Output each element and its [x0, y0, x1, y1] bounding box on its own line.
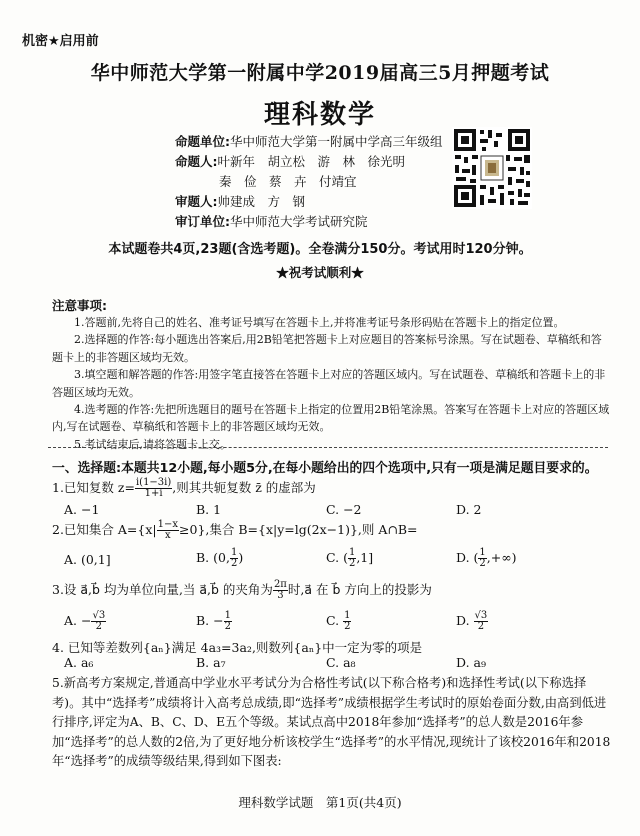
subject-title: 理科数学 [263, 100, 376, 130]
q2-d-num: 1 [479, 547, 486, 558]
q2-d-start: D. ( [456, 550, 479, 565]
q3-frac-den: 3 [277, 590, 284, 601]
q4-option-d: D. a₉ [456, 655, 486, 670]
q2-c-start: C. ( [326, 550, 348, 565]
q3-a-start: A. − [64, 613, 92, 628]
q2-fraction [157, 520, 179, 541]
q1-stem-end: ,则其共轭复数 z̄ 的虚部为 [172, 480, 316, 495]
divider [48, 447, 608, 448]
q1-stem-start: 1.已知复数 z= [52, 480, 135, 495]
q3-a-den: 2 [95, 621, 102, 632]
q1-fraction [135, 478, 172, 499]
q1-option-d: D. 2 [456, 502, 482, 517]
auditor-value: 华中师范大学考试研究院 [230, 214, 368, 229]
reviewers-label: 审题人: [175, 194, 218, 209]
q1-option-b: B. 1 [196, 502, 222, 517]
q2-option-a: A. (0,1] [64, 552, 111, 567]
q3-c-den: 2 [344, 621, 351, 632]
unit-label: 命题单位: [175, 134, 230, 149]
notice-item: 1.答题前,先将自己的姓名、准考证号填写在答题卡上,并将准考证号条形码贴在答题卡上的指定位置。 [74, 316, 565, 329]
section-heading: 一、选择题:本题共12小题,每小题5分,在每小题给出的四个选项中,只有一项是满足题目要求的。 [52, 461, 598, 476]
page-footer: 理科数学试题 第1页(共4页) [238, 795, 402, 810]
notice-list [52, 314, 610, 453]
q2-frac-den: x [165, 530, 171, 541]
q2-d-end: ,+∞) [486, 550, 517, 565]
exam-info [175, 132, 443, 232]
q3-option-d [456, 611, 488, 632]
q3-stem-end: 时,a⃗ 在 b⃗ 方向上的投影为 [287, 582, 432, 597]
unit-value: 华中师范大学第一附属中学高三年级组 [230, 134, 443, 149]
question-3 [52, 580, 432, 601]
q3-c-num: 1 [344, 610, 351, 621]
confidential-label: 机密★启用前 [22, 34, 99, 49]
question-1 [52, 478, 316, 499]
question-4: 4. 已知等差数列{aₙ}满足 4a₃=3a₂,则数列{aₙ}中一定为零的项是 [52, 640, 423, 655]
q2-c-den: 2 [348, 558, 356, 569]
auditor-label: 审订单位: [175, 214, 230, 229]
qr-code-icon [452, 127, 532, 209]
q3-d-den: 2 [477, 621, 485, 632]
q3-c-fraction [343, 611, 351, 632]
q3-option-a [64, 611, 106, 632]
q4-option-a: A. a₆ [64, 655, 94, 670]
authors-line2: 秦 俭 蔡 卉 付靖宜 [219, 174, 357, 189]
question-2 [52, 520, 418, 541]
q2-set-a-start: {x| [137, 522, 157, 537]
q1-option-a: A. −1 [64, 502, 100, 517]
q3-b-start: B. − [196, 613, 224, 628]
notice-item: 5.考试结束后,请将答题卡上交。 [74, 437, 231, 451]
q2-set-a-end: ≥0} [179, 522, 206, 537]
q2-stem-end: ,集合 B={x|y=lg(2x−1)},则 A∩B= [205, 522, 418, 537]
q1-frac-den: 1+i [144, 488, 163, 499]
q2-b-den: 2 [230, 558, 238, 569]
q3-d-num: √3 [474, 610, 488, 621]
authors-label: 命题人: [175, 154, 218, 169]
q2-stem-start: 2.已知集合 A= [52, 522, 138, 537]
question-5: 5.新高考方案规定,普通高中学业水平考试分为合格性考试(以下称合格考)和选择性考试(以下称选择考)。其中“选择考”成绩将计入高考总成绩,即“选择考”成绩根据学生考试时的原始卷面分数,由高到低进行排序,评定为A、B、C、D、E五个等级。某试点高中2018年参加“选择考”的总人数是2016年参加“选择考”的总人数的2倍,为了更好地分析该校学生“选择考”的水平情况,现统计了该校2016年和2018年“选择考”的成绩等级结果,得到如下图表: [52, 676, 611, 769]
q4-option-c: C. a₈ [326, 655, 356, 670]
notice-item: 4.选考题的作答:先把所选题目的题号在答题卡上指定的位置用2B铅笔涂黑。答案写在答题卡上对应的答题区域内,写在试题卷、草稿纸和答题卡上的非答题区域均无效。 [52, 403, 610, 434]
q3-b-den: 2 [224, 621, 231, 632]
notice-item: 2.选择题的作答:每小题选出答案后,用2B铅笔把答题卡上对应题目的答案标号涂黑。写在试题卷、草稿纸和答题卡上的非答题区域均无效。 [52, 333, 602, 364]
q2-c-num: 1 [348, 547, 356, 558]
q3-a-num: √3 [92, 610, 106, 621]
notice-title: 注意事项: [52, 298, 107, 313]
q3-fraction [273, 580, 288, 601]
q2-frac-num: 1−x [157, 519, 179, 530]
exam-title: 华中师范大学第一附属中学2019届高三5月押题考试 [90, 62, 550, 84]
reviewers-value: 帅建成 方 钢 [217, 194, 306, 209]
good-luck-line: ★祝考试顺利★ [276, 265, 364, 280]
q2-b-num: 1 [230, 547, 238, 558]
q2-d-fraction [478, 548, 486, 569]
q3-d-start: D. [456, 613, 474, 628]
notice-item: 3.填空题和解答题的作答:用签字笔直接答在答题卡上对应的答题区域内。写在试题卷、草稿纸和答题卡上的非答题区域均无效。 [52, 368, 606, 399]
q2-option-c [326, 548, 373, 569]
q3-b-num: 1 [224, 610, 231, 621]
q2-option-d [456, 548, 517, 569]
exam-summary: 本试题卷共4页,23题(含选考题)。全卷满分150分。考试用时120分钟。 [108, 242, 532, 257]
q3-option-c [326, 611, 351, 632]
q3-d-fraction [474, 611, 489, 632]
q3-frac-num: 2π [273, 579, 287, 590]
q2-d-den: 2 [479, 558, 486, 569]
q3-a-fraction [91, 611, 106, 632]
q2-c-end: ,1] [356, 550, 374, 565]
q3-c-start: C. [326, 613, 344, 628]
q3-b-fraction [224, 611, 232, 632]
q2-b-start: B. (0, [196, 550, 230, 565]
q2-option-b [196, 548, 243, 569]
q3-option-b [196, 611, 232, 632]
q2-b-end: ) [238, 550, 244, 565]
q3-stem-start: 3.设 a⃗,b⃗ 均为单位向量,当 a⃗,b⃗ 的夹角为 [52, 582, 273, 597]
q4-option-b: B. a₇ [196, 655, 226, 670]
authors-line1: 叶新年 胡立松 游 林 徐光明 [217, 154, 406, 169]
q1-option-c: C. −2 [326, 502, 362, 517]
q1-frac-num: i(1−3i) [135, 477, 172, 488]
